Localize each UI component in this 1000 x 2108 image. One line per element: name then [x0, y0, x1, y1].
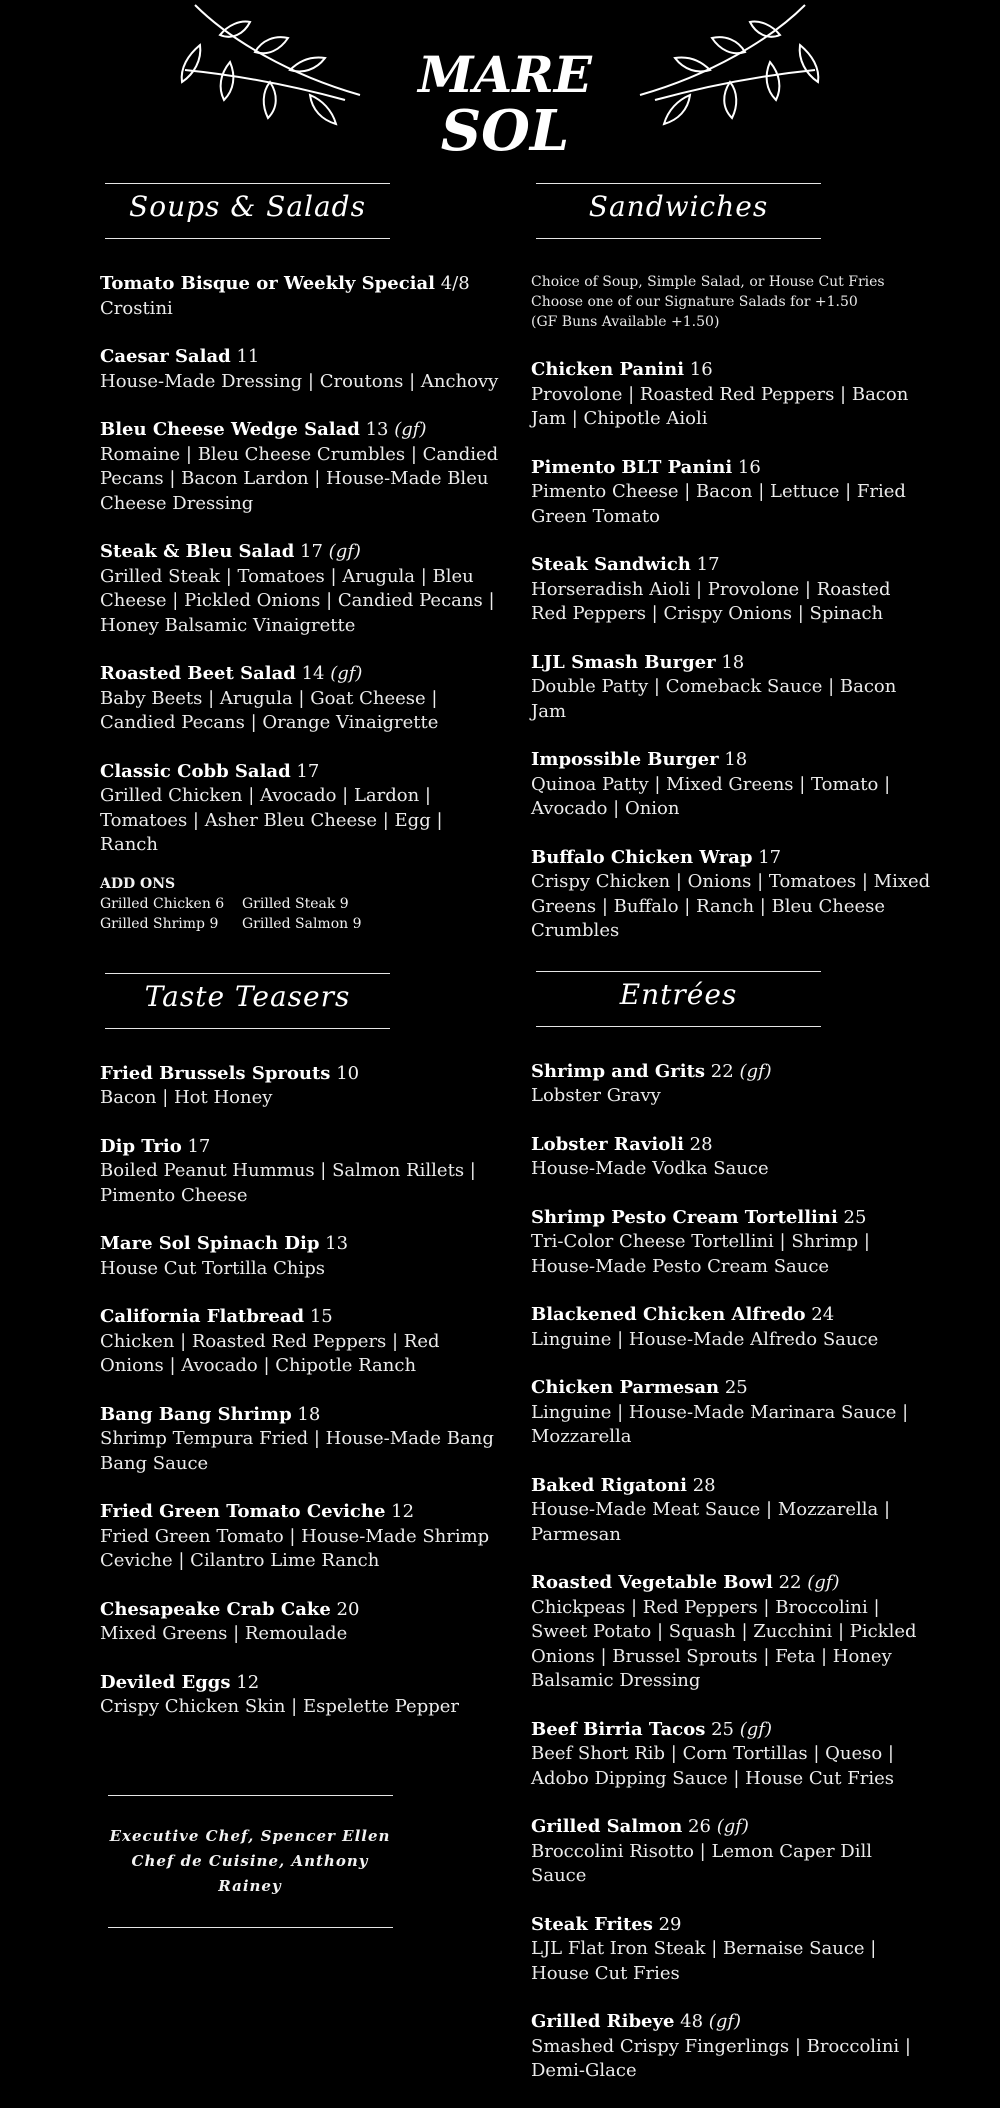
gluten-free-tag: (gf) [739, 1060, 772, 1082]
executive-chef-credit: Executive Chef, Spencer Ellen [109, 1827, 391, 1845]
menu-item-price: 16 [689, 359, 713, 380]
menu-item [531, 1060, 931, 1109]
menu-item [531, 1303, 931, 1352]
menu-item-price: 15 [309, 1306, 333, 1327]
menu-item-description: Linguine | House-Made Marinara Sauce | Mozzarella [531, 1401, 909, 1447]
note-line: Choose one of our Signature Salads for +1.50 [531, 294, 858, 310]
menu-item-description: Romaine | Bleu Cheese Crumbles | Candied Pecans | Bacon Lardon | House-Made Bleu Cheese Dressing [100, 443, 499, 514]
menu-item [100, 272, 500, 321]
divider [105, 183, 390, 184]
menu-item-name: Bang Bang Shrimp [100, 1403, 292, 1425]
menu-item-description: Tri-Color Cheese Tortellini | Shrimp | House-Made Pesto Cream Sauce [531, 1231, 870, 1277]
menu-item-price: 18 [721, 651, 745, 673]
chef-credits [105, 1795, 395, 1928]
menu-item-name: Grilled Salmon [531, 1816, 683, 1837]
menu-item [100, 418, 500, 516]
section-header-taste-teasers [100, 970, 500, 1042]
menu-item [100, 345, 500, 394]
menu-item-name: Caesar Salad [100, 346, 231, 367]
add-on-item: Grilled Salmon 9 [242, 915, 362, 932]
sandwich-note [531, 272, 931, 332]
menu-item [100, 1135, 500, 1209]
add-on-item: Grilled Chicken 6 [100, 895, 225, 912]
menu-item-price: 10 [336, 1062, 360, 1084]
menu-item-price: 29 [658, 1913, 682, 1935]
menu-item-name: Dip Trio [100, 1135, 182, 1157]
menu-item-name: Deviled Eggs [100, 1671, 231, 1693]
menu-item-price: 18 [297, 1403, 321, 1425]
add-on-item: Grilled Steak 9 [242, 895, 349, 912]
menu-item [531, 1913, 931, 1987]
divider [536, 238, 821, 239]
left-column [100, 180, 500, 1744]
menu-item-description: House Cut Tortilla Chips [100, 1257, 325, 1279]
menu-item-description: Crispy Chicken | Onions | Tomatoes | Mixed Greens | Buffalo | Ranch | Bleu Cheese Crumbles [531, 871, 931, 941]
entrees-list [531, 1060, 931, 2084]
section-header-soups-salads [100, 180, 500, 252]
menu-item-description: House-Made Meat Sauce | Mozzarella | Parmesan [531, 1499, 891, 1545]
divider [536, 971, 821, 972]
menu-item-price: 20 [336, 1598, 360, 1620]
menu-item [531, 748, 931, 822]
divider [536, 183, 821, 184]
menu-item-price: 25 [724, 1377, 748, 1398]
menu-item-price: 17 [696, 554, 720, 575]
menu-item-price: 12 [236, 1671, 260, 1693]
menu-item [531, 651, 931, 725]
section-title: Entrées [619, 977, 738, 1011]
menu-item-description: Bacon | Hot Honey [100, 1087, 273, 1108]
menu-item-name: Steak Sandwich [531, 554, 691, 575]
menu-item-description: Provolone | Roasted Red Peppers | Bacon Jam | Chipotle Aioli [531, 383, 909, 429]
leaf-branch-left-icon [182, 5, 360, 124]
menu-item-price: 11 [236, 346, 260, 367]
menu-item-description: Quinoa Patty | Mixed Greens | Tomato | Avocado | Onion [531, 773, 891, 819]
menu-item-name: Pimento BLT Panini [531, 456, 733, 478]
add-ons-row [100, 894, 500, 914]
menu-item [531, 1133, 931, 1182]
divider [105, 1028, 390, 1029]
menu-item-description: Baby Beets | Arugula | Goat Cheese | Candied Pecans | Orange Vinaigrette [100, 687, 439, 733]
section-title: Taste Teasers [144, 979, 351, 1013]
menu-item-description: Boiled Peanut Hummus | Salmon Rillets | Pimento Cheese [100, 1160, 476, 1206]
menu-header-logo [0, 0, 1000, 170]
right-column [531, 180, 931, 2108]
menu-item-name: Buffalo Chicken Wrap [531, 846, 753, 868]
menu-item [531, 456, 931, 530]
menu-item-description: Grilled Chicken | Avocado | Lardon | Tomatoes | Asher Bleu Cheese | Egg | Ranch [100, 785, 443, 855]
menu-item-price: 17 [296, 760, 320, 782]
menu-item-description: Mixed Greens | Remoulade [100, 1623, 348, 1644]
menu-item-description: Fried Green Tomato | House-Made Shrimp Ceviche | Cilantro Lime Ranch [100, 1525, 490, 1571]
menu-item [100, 1232, 500, 1281]
menu-item-price: 17 [187, 1135, 211, 1157]
menu-item-description: Double Patty | Comeback Sauce | Bacon Jam [531, 676, 897, 722]
note-line: (GF Buns Available +1.50) [531, 314, 720, 330]
add-ons-row [100, 914, 500, 934]
gluten-free-tag: (gf) [807, 1572, 840, 1593]
menu-item-name: Bleu Cheese Wedge Salad [100, 419, 360, 440]
menu-item-price: 14 [301, 663, 325, 684]
menu-item-price: 25 [843, 1206, 867, 1228]
menu-item-description: Horseradish Aioli | Provolone | Roasted Red Peppers | Crispy Onions | Spinach [531, 578, 891, 624]
add-ons-heading: ADD ONS [100, 875, 176, 892]
menu-item [531, 1376, 931, 1450]
taste-teasers-list [100, 1062, 500, 1720]
menu-item-price: 25 [711, 1718, 734, 1740]
menu-item-name: Grilled Ribeye [531, 2011, 675, 2032]
chef-de-cuisine-credit: Chef de Cuisine, Anthony Rainey [131, 1852, 369, 1895]
menu-item-price: 18 [724, 749, 748, 770]
menu-item-name: Lobster Ravioli [531, 1133, 684, 1155]
section-header-sandwiches [531, 180, 931, 252]
menu-item-name: Chicken Panini [531, 359, 685, 380]
note-line: Choice of Soup, Simple Salad, or House Cut Fries [531, 274, 885, 290]
menu-item-description: House-Made Vodka Sauce [531, 1158, 769, 1179]
menu-item-description: Chicken | Roasted Red Peppers | Red Onions | Avocado | Chipotle Ranch [100, 1330, 440, 1376]
gluten-free-tag: (gf) [739, 1718, 772, 1740]
menu-item-name: Shrimp Pesto Cream Tortellini [531, 1206, 838, 1228]
menu-item-name: Chicken Parmesan [531, 1377, 720, 1398]
menu-item-price: 12 [391, 1501, 415, 1522]
menu-item-description: Beef Short Rib | Corn Tortillas | Queso | Adobo Dipping Sauce | House Cut Fries [531, 1743, 894, 1789]
gluten-free-tag: (gf) [708, 2011, 742, 2032]
menu-item [100, 1500, 500, 1574]
menu-item-name: Chesapeake Crab Cake [100, 1598, 331, 1620]
menu-item-name: Steak Frites [531, 1913, 653, 1935]
menu-item-price: 22 [710, 1060, 734, 1082]
menu-item-description: Lobster Gravy [531, 1085, 661, 1106]
menu-item-price: 24 [811, 1304, 835, 1325]
menu-item [531, 1815, 931, 1889]
menu-item-price: 13 [365, 419, 389, 440]
menu-item-description: Linguine | House-Made Alfredo Sauce [531, 1328, 879, 1350]
menu-item [531, 1474, 931, 1548]
divider [108, 1927, 393, 1928]
menu-item-name: Roasted Beet Salad [100, 663, 296, 684]
sandwiches-list [531, 358, 931, 944]
menu-item-price: 28 [692, 1474, 716, 1496]
menu-item-name: Roasted Vegetable Bowl [531, 1572, 773, 1593]
menu-item-price: 4/8 [440, 273, 470, 294]
menu-item [531, 2010, 931, 2084]
gluten-free-tag: (gf) [330, 663, 363, 684]
menu-item-price: 26 [688, 1816, 711, 1837]
menu-item-description: Broccolini Risotto | Lemon Caper Dill Sauce [531, 1840, 872, 1886]
menu-item [531, 1571, 931, 1694]
menu-item [100, 760, 500, 858]
menu-item-name: Fried Green Tomato Ceviche [100, 1501, 386, 1522]
leaf-branch-right-icon [640, 5, 818, 124]
section-title: Sandwiches [588, 190, 769, 223]
menu-item-description: LJL Flat Iron Steak | Bernaise Sauce | House Cut Fries [531, 1938, 877, 1984]
soups-salads-list [100, 272, 500, 858]
menu-item [100, 1671, 500, 1720]
add-ons-block [100, 874, 500, 934]
menu-item [531, 846, 931, 944]
menu-item-description: House-Made Dressing | Croutons | Anchovy [100, 370, 499, 392]
menu-item [100, 1403, 500, 1477]
menu-item [100, 1062, 500, 1111]
menu-item-description: Pimento Cheese | Bacon | Lettuce | Fried Green Tomato [531, 481, 906, 527]
divider [536, 1026, 821, 1027]
menu-item-price: 17 [300, 541, 323, 562]
menu-item-description: Crispy Chicken Skin | Espelette Pepper [100, 1696, 460, 1717]
menu-item-description: Chickpeas | Red Peppers | Broccolini | Sweet Potato | Squash | Zucchini | Pickled Onions | Brussel Sprouts | Feta | Honey Balsamic Dressing [531, 1596, 917, 1691]
menu-item [531, 553, 931, 627]
menu-item-price: 48 [680, 2011, 704, 2032]
menu-item-name: Tomato Bisque or Weekly Special [100, 273, 435, 294]
menu-item-name: Mare Sol Spinach Dip [100, 1233, 320, 1254]
menu-item-name: Baked Rigatoni [531, 1474, 687, 1496]
menu-item-name: LJL Smash Burger [531, 651, 716, 673]
menu-item-price: 22 [778, 1572, 802, 1593]
menu-item-name: Impossible Burger [531, 749, 719, 770]
menu-item-name: Steak & Bleu Salad [100, 541, 295, 562]
menu-item-name: California Flatbread [100, 1306, 305, 1327]
menu-item [531, 1718, 931, 1792]
menu-item-name: Shrimp and Grits [531, 1060, 706, 1082]
section-header-entrees [531, 968, 931, 1040]
menu-item [531, 1206, 931, 1280]
menu-item [100, 1305, 500, 1379]
menu-item [531, 358, 931, 432]
menu-item-price: 13 [325, 1233, 349, 1254]
menu-item-description: Crostini [100, 297, 173, 319]
divider [105, 238, 390, 239]
add-on-item: Grilled Shrimp 9 [100, 915, 219, 932]
menu-item-name: Classic Cobb Salad [100, 760, 291, 782]
menu-item [100, 1598, 500, 1647]
menu-item-description: Grilled Steak | Tomatoes | Arugula | Bleu Cheese | Pickled Onions | Candied Pecans | Honey Balsamic Vinaigrette [100, 565, 495, 636]
logo-line2: SOL [440, 98, 570, 164]
menu-item-price: 17 [758, 846, 782, 868]
gluten-free-tag: (gf) [328, 541, 361, 562]
menu-item-price: 16 [737, 456, 761, 478]
menu-item-name: Beef Birria Tacos [531, 1718, 706, 1740]
divider [105, 973, 390, 974]
menu-item-name: Blackened Chicken Alfredo [531, 1304, 806, 1325]
menu-item-description: Shrimp Tempura Fried | House-Made Bang Bang Sauce [100, 1428, 494, 1474]
gluten-free-tag: (gf) [716, 1816, 749, 1837]
menu-item [100, 662, 500, 736]
menu-item-description: Smashed Crispy Fingerlings | Broccolini | Demi-Glace [531, 2035, 911, 2081]
menu-item-price: 28 [689, 1133, 713, 1155]
gluten-free-tag: (gf) [394, 419, 427, 440]
menu-item [100, 540, 500, 638]
menu-item-name: Fried Brussels Sprouts [100, 1062, 331, 1084]
section-title: Soups & Salads [129, 190, 366, 223]
logo-line1: MARE [418, 45, 592, 104]
